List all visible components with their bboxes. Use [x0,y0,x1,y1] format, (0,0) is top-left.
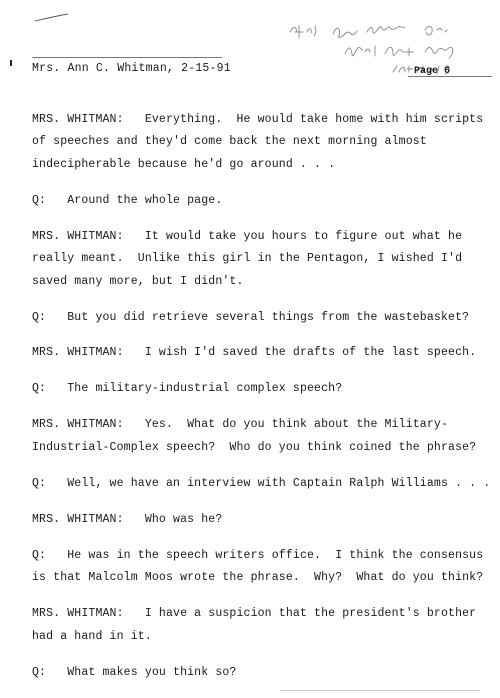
text-line: Q: He was in the speech writers office. I think the consensus [32,549,484,562]
text-line: Q: The military-industrial complex speech? [32,382,343,395]
text-line: MRS. WHITMAN: It would take you hours to figure out what he [32,230,463,243]
text-line: Q: What makes you think so? [32,666,237,679]
text-line: Q: Well, we have an interview with Captain Ralph Williams . . . [32,477,491,490]
text-line: MRS. WHITMAN: Yes. What do you think about the Military- [32,418,449,431]
text-line: MRS. WHITMAN: I wish I'd saved the drafts of the last speech. [32,346,477,359]
text-line: really meant. Unlike this girl in the Pentagon, I wished I'd [32,252,463,265]
text-line: had a hand in it. [32,630,152,643]
text-line: of speeches and they'd come back the next morning almost [32,135,427,148]
text-line: is that Malcolm Moos wrote the phrase. Why? What do you think? [32,571,484,584]
text-line: indecipherable because he'd go around . . . [32,158,336,171]
page-number: Page 6 [414,66,451,77]
handwritten-annotation [285,18,495,78]
text-line: MRS. WHITMAN: I have a suspicion that the president's brother [32,607,477,620]
text-line: Q: Around the whole page. [32,194,223,207]
interviewee-header: Mrs. Ann C. Whitman, 2-15-91 [32,62,231,75]
pen-stroke-mark [34,12,70,24]
text-line: Industrial-Complex speech? Who do you think coined the phrase? [32,441,477,454]
text-line: MRS. WHITMAN: Who was he? [32,513,223,526]
text-line: MRS. WHITMAN: Everything. He would take home with him scripts [32,113,484,126]
text-line: saved many more, but I didn't. [32,275,244,288]
text-line: Q: But you did retrieve several things from the wastebasket? [32,311,470,324]
scan-mark-bottom [280,690,480,691]
margin-tick-mark [10,60,12,66]
header-underline [32,57,222,58]
